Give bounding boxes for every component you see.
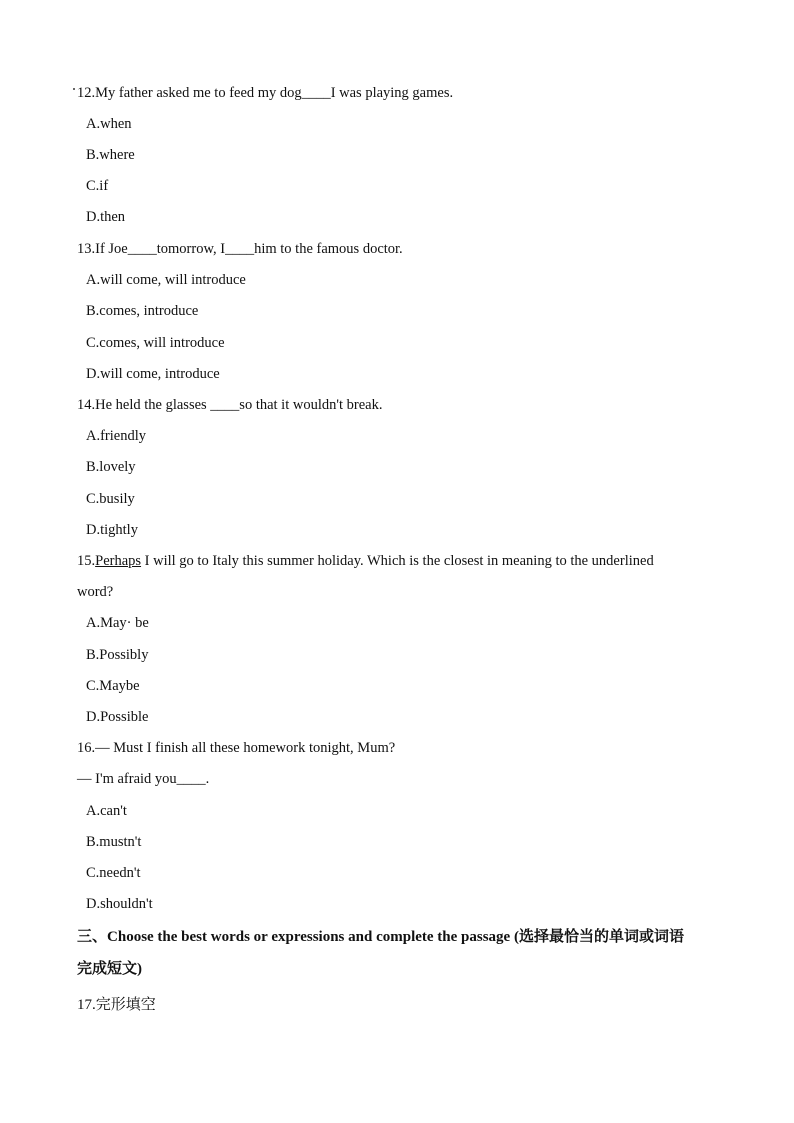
q13-option-d: D.will come, introduce — [86, 366, 220, 382]
q14-option-b: B.lovely — [86, 459, 136, 475]
section-3-heading — [77, 925, 684, 946]
q13-option-a: A.will come, will introduce — [86, 272, 246, 288]
q13-blank-1: ____ — [127, 241, 157, 257]
question-15-stem — [77, 552, 654, 570]
q13-text-pre: 13.If Joe — [77, 241, 128, 257]
q13-blank-2: ____ — [225, 241, 255, 257]
q12-option-c: C.if — [86, 178, 109, 194]
q16-option-a: A.can't — [86, 803, 127, 819]
q12-text-pre: 12.My father asked me to feed my dog — [77, 85, 302, 101]
q14-option-c: C.busily — [86, 491, 135, 507]
section-number: 三、 — [77, 927, 108, 945]
section-title-cn-2: 完成短文 — [77, 959, 138, 977]
q14-text-pre: 14.He held the glasses — [77, 397, 211, 413]
q12-option-b: B.where — [86, 147, 135, 163]
q16-option-c: C.needn't — [86, 865, 141, 881]
question-17-label — [77, 995, 156, 1014]
q15-option-c: C.Maybe — [86, 678, 140, 694]
q16-text-post: . — [205, 771, 210, 787]
q13-option-b: B.comes, introduce — [86, 303, 199, 319]
q16-stem-line2 — [77, 770, 209, 788]
q16-option-b: B.mustn't — [86, 834, 142, 850]
q17-number: 17. — [77, 997, 96, 1013]
q15-option-a: A.May· be — [86, 615, 149, 631]
q14-blank: ____ — [210, 397, 240, 413]
question-14-stem — [77, 396, 382, 414]
q14-option-d: D.tightly — [86, 522, 138, 538]
margin-dot — [73, 88, 75, 90]
q13-text-post: him to the famous doctor. — [254, 241, 403, 257]
section-title-en: Choose the best words or expressions and complete the passage ( — [107, 929, 519, 945]
q13-text-mid: tomorrow, I — [156, 241, 226, 257]
question-12-stem — [77, 84, 453, 102]
q17-title: 完形填空 — [95, 995, 156, 1013]
q16-option-d: D.shouldn't — [86, 896, 153, 912]
q14-option-a: A.friendly — [86, 428, 146, 444]
q15-text-post: I will go to Italy this summer holiday. Which is the closest in meaning to the underlined — [141, 553, 654, 569]
q12-blank: ____ — [301, 85, 331, 101]
q16-blank: ____ — [176, 771, 206, 787]
q13-option-c: C.comes, will introduce — [86, 335, 225, 351]
q12-option-a: A.when — [86, 116, 132, 132]
q15-option-b: B.Possibly — [86, 647, 149, 663]
q15-stem-line2: word? — [77, 584, 114, 600]
q15-underlined-word: Perhaps — [95, 553, 142, 569]
q15-number: 15. — [77, 553, 96, 569]
q16-text-pre: — I'm afraid you — [77, 771, 177, 787]
question-16-stem: 16.— Must I finish all these homework tonight, Mum? — [77, 740, 396, 756]
section-title-cn: 选择最恰当的单词或词语 — [518, 927, 684, 945]
question-13-stem — [77, 240, 403, 258]
q12-text-post: I was playing games. — [330, 85, 454, 101]
section-title-close: ) — [137, 961, 143, 977]
q12-option-d: D.then — [86, 209, 126, 225]
q14-text-post: so that it wouldn't break. — [239, 397, 383, 413]
section-3-heading-line2 — [77, 957, 142, 978]
q15-option-d: D.Possible — [86, 709, 149, 725]
